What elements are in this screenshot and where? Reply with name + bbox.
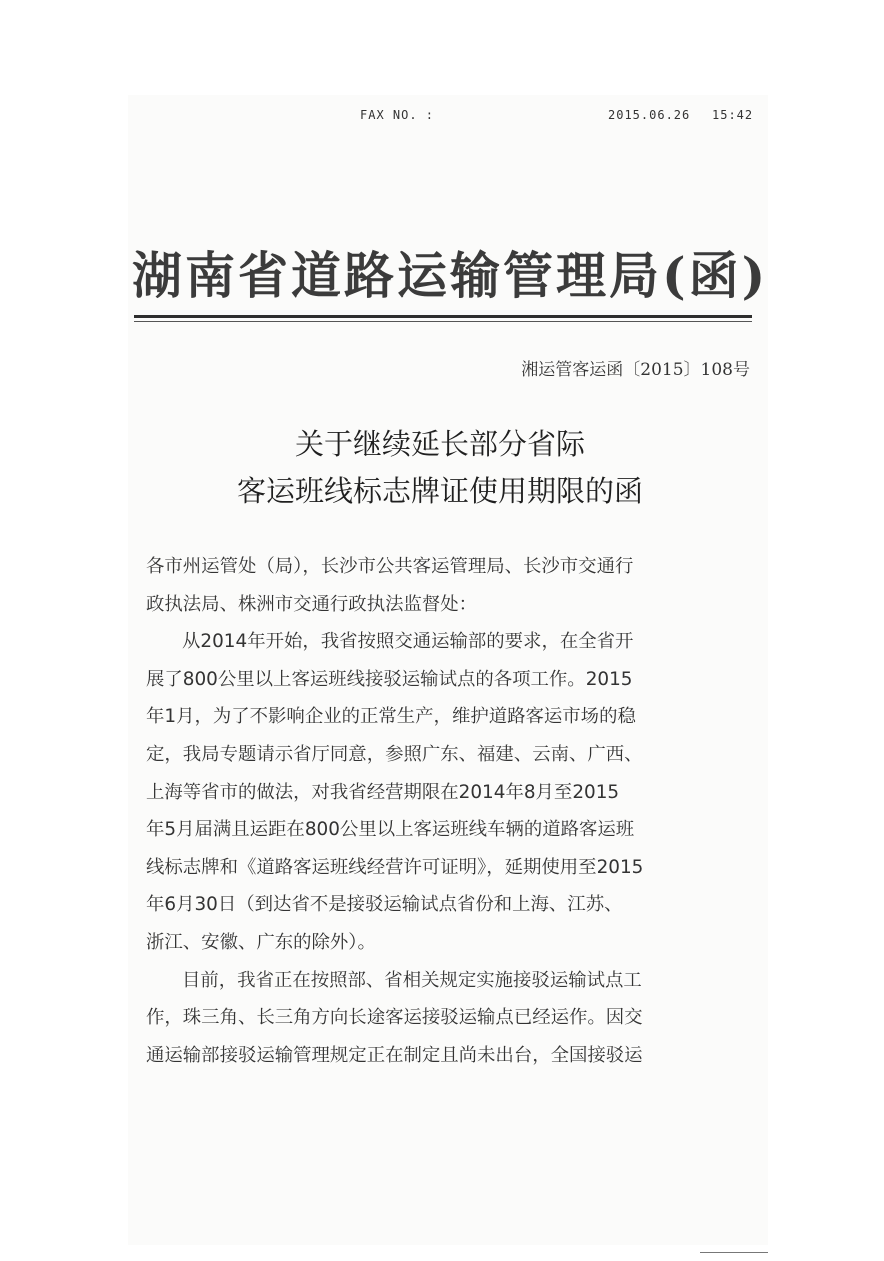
body-line: 年1月，为了不影响企业的正常生产，维护道路客运市场的稳 [146, 706, 636, 728]
body-line: 政执法局、株洲市交通行政执法监督处： [146, 593, 478, 615]
document-title-line-1: 关于继续延长部分省际 [294, 427, 585, 461]
body-line: 展了800公里以上客运班线接驳运输试点的各项工作。2015 [146, 668, 633, 690]
letterhead-rule-thin [134, 321, 752, 322]
body-line: 年5月届满且运距在800公里以上客运班线车辆的道路客运班 [146, 819, 635, 841]
fax-date: 2015.06.26 [608, 108, 691, 122]
body-line: 线标志牌和《道路客运班线经营许可证明》，延期使用至2015 [146, 856, 644, 878]
document-title-line-2: 客运班线标志牌证使用期限的函 [236, 474, 643, 508]
letter-body [146, 548, 750, 1074]
fax-number-label: FAX NO. : [360, 108, 435, 122]
body-line: 各市州运管处（局），长沙市公共客运管理局、长沙市交通行 [146, 556, 634, 577]
body-line: 浙江、安徽、广东的除外）。 [146, 931, 376, 953]
body-line: 作，珠三角、长三角方向长途客运接驳运输点已经运作。因交 [146, 1007, 643, 1029]
body-line: 定，我局专题请示省厅同意，参照广东、福建、云南、广西、 [146, 743, 643, 765]
body-line: 从2014年开始，我省按照交通运输部的要求，在全省开 [182, 631, 634, 653]
body-line: 上海等省市的做法，对我省经营期限在2014年8月至2015 [146, 781, 620, 803]
body-line: 通运输部接驳运输管理规定正在制定且尚未出台，全国接驳运 [146, 1044, 643, 1066]
fax-time: 15:42 [712, 108, 754, 122]
letterhead: 湖南省道路运输管理局(函) [132, 246, 769, 305]
letterhead-rule [134, 315, 752, 318]
body-line: 年6月30日（到达省不是接驳运输试点省份和上海、江苏、 [146, 894, 623, 916]
page-bottom-rule [700, 1252, 768, 1253]
body-line: 目前，我省正在按照部、省相关规定实施接驳运输试点工 [182, 969, 642, 991]
document-number: 湘运管客运函〔2015〕108号 [521, 360, 750, 380]
